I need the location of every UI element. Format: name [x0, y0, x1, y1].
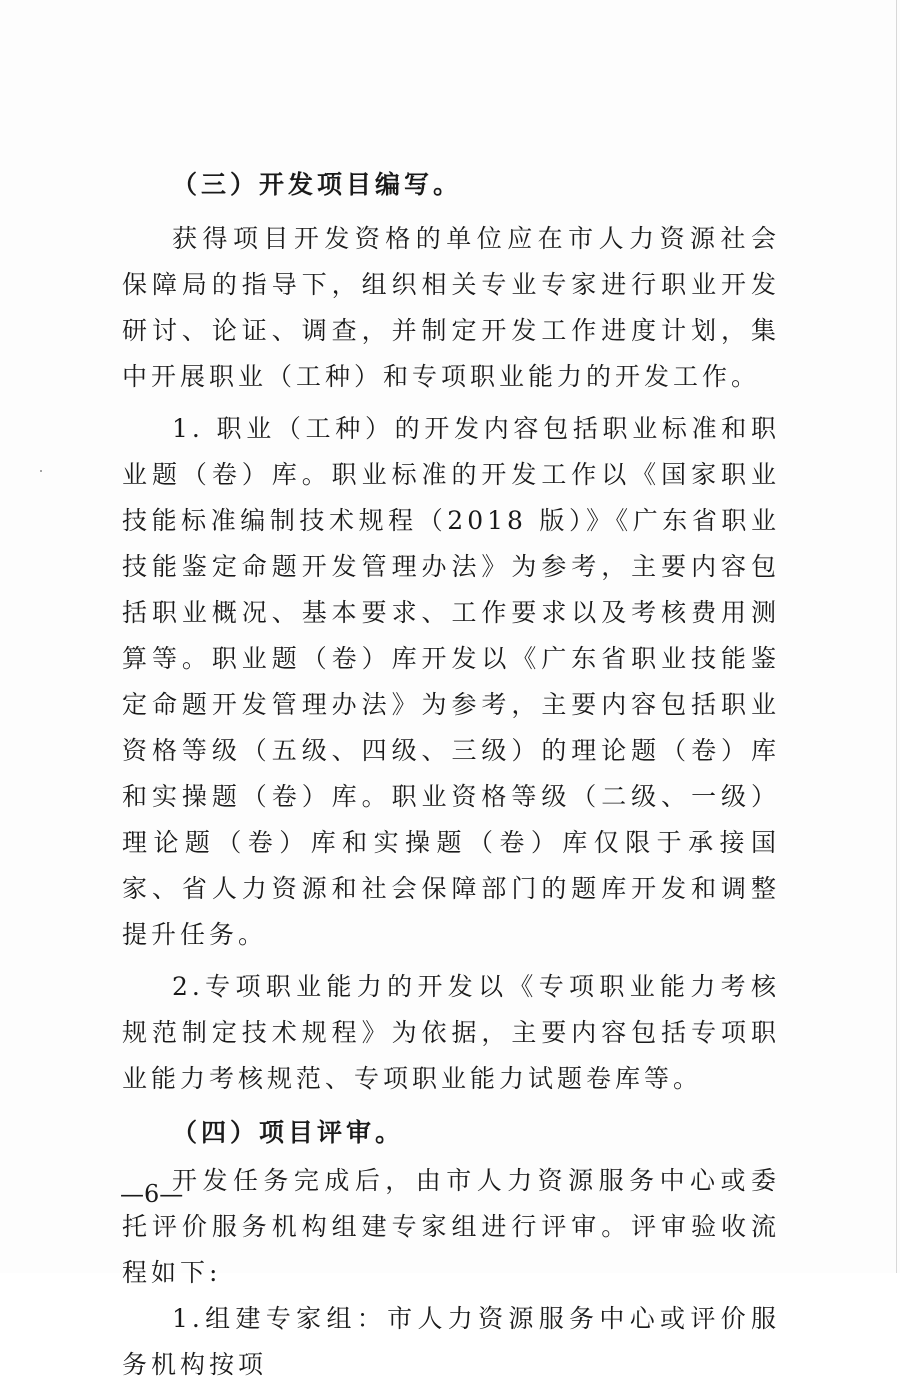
document-body: [122, 160, 780, 1388]
section4-intro: 开发任务完成后，由市人力资源服务中心或委托评价服务机构组建专家组进行评审。评审验收流程如下:: [122, 1166, 780, 1287]
section4-item1: 1.组建专家组：市人力资源服务中心或评价服务机构按项: [122, 1304, 780, 1379]
section3-intro: 获得项目开发资格的单位应在市人力资源社会保障局的指导下，组织相关专业专家进行职业开发研讨、论证、调查，并制定开发工作进度计划，集中开展职业（工种）和专项职业能力的开发工作。: [122, 224, 780, 391]
section3-item2: 2.专项职业能力的开发以《专项职业能力考核规范制定技术规程》为依据，主要内容包括专项职业能力考核规范、专项职业能力试题卷库等。: [122, 972, 780, 1093]
scan-speck: [40, 470, 42, 472]
page-edge: [896, 0, 897, 1273]
section3-heading: （三）开发项目编写。: [172, 170, 463, 199]
section4-heading: （四）项目评审。: [172, 1118, 405, 1147]
page-number: —6—: [120, 1180, 184, 1208]
section3-item1: 1. 职业（工种）的开发内容包括职业标准和职业题（卷）库。职业标准的开发工作以《国家职业技能标准编制技术规程（2018 版）》《广东省职业技能鉴定命题开发管理办法》为参考，主要内容包括职业概况、基本要求、工作要求以及考核费用测算等。职业题（卷）库开发以《广东省职业技能鉴定命题开发管理办法》为参考，主要内容包括职业资格等级（五级、四级、三级）的理论题（卷）库和实操题（卷）库。职业资格等级（二级、一级）理论题（卷）库和实操题（卷）库仅限于承接国家、省人力资源和社会保障部门的题库开发和调整提升任务。: [122, 414, 780, 949]
